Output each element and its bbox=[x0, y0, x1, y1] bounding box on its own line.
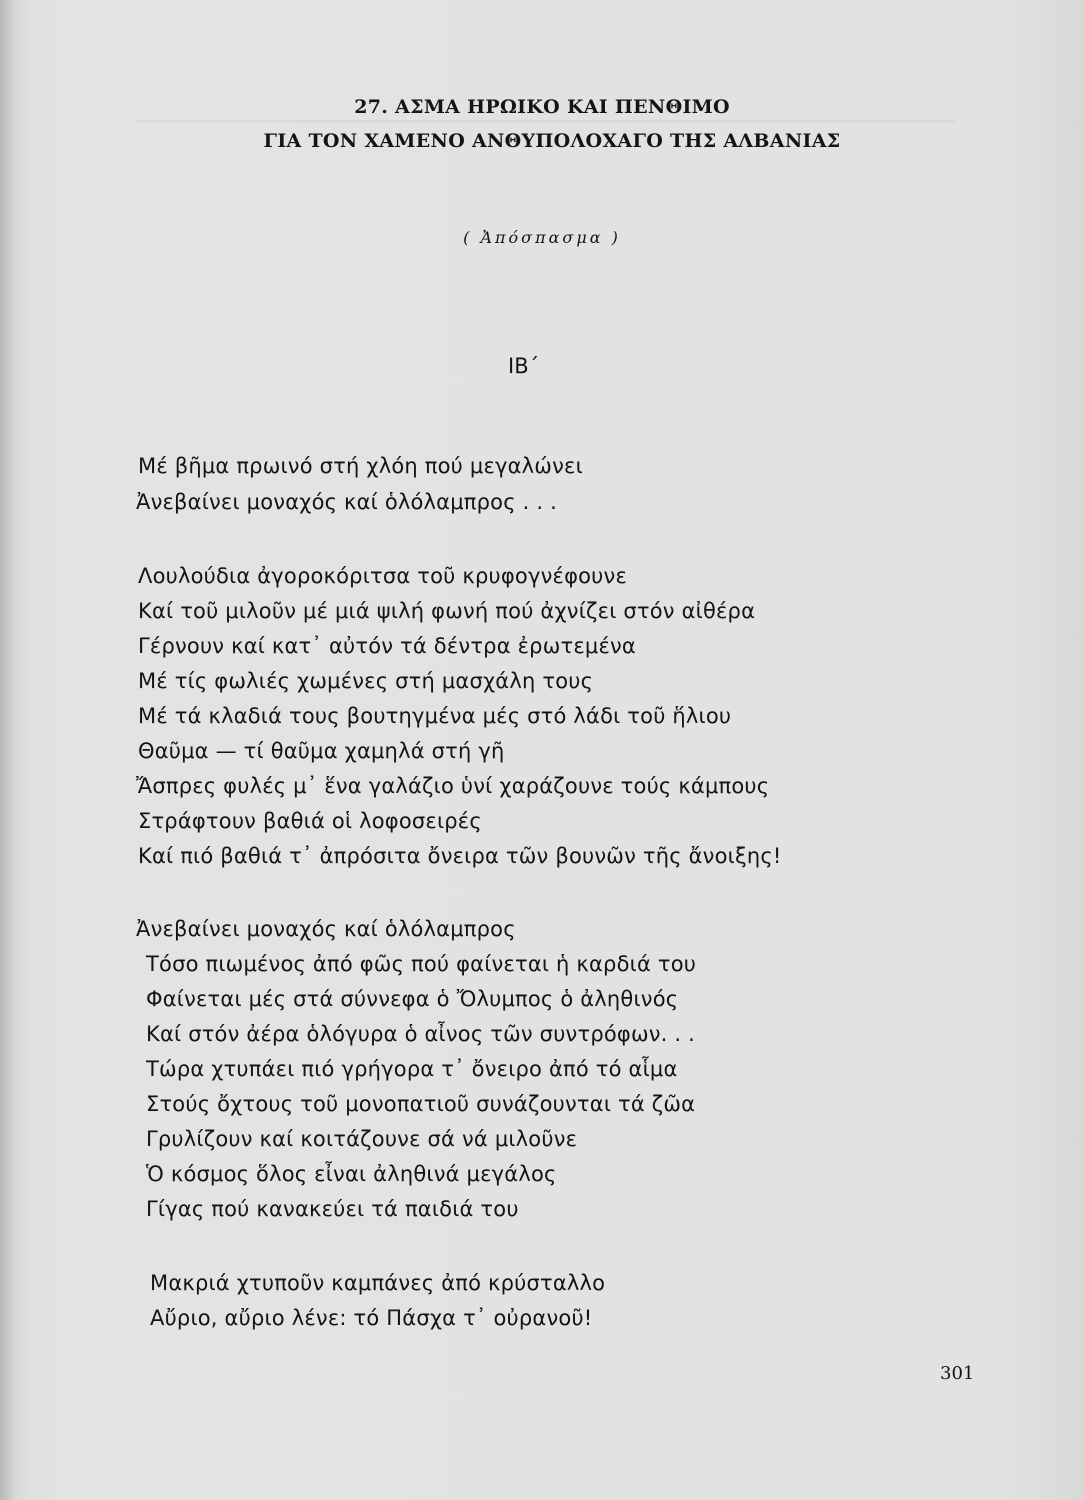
poem-line: Τόσο πιωμένος ἀπό φῶς πού φαίνεται ἡ καρδιά του bbox=[146, 952, 697, 976]
poem-line: Μέ βῆμα πρωινό στή χλόη πού μεγαλώνει bbox=[138, 454, 583, 478]
poem-line: Αὔριο, αὔριο λένε: τό Πάσχα τ᾿ οὐρανοῦ! bbox=[150, 1306, 593, 1330]
poem-line: Ἀνεβαίνει μοναχός καί ὁλόλαμπρος bbox=[136, 917, 516, 941]
poem-line: Μέ τίς φωλιές χωμένες στή μασχάλη τους bbox=[138, 669, 594, 693]
poem-line: Μακριά χτυποῦν καμπάνες ἀπό κρύσταλλο bbox=[150, 1271, 606, 1295]
poem-line: Ὁ κόσμος ὅλος εἶναι ἀληθινά μεγάλος bbox=[146, 1162, 557, 1186]
poem-line: Καί στόν ἀέρα ὁλόγυρα ὁ αἶνος τῶν συντρόφων. . . bbox=[146, 1022, 696, 1046]
page-number: 301 bbox=[940, 1363, 975, 1384]
poem-line: Στούς ὄχτους τοῦ μονοπατιοῦ συνάζουνται τά ζῶα bbox=[146, 1092, 696, 1116]
poem-subtitle: ( Ἀπόσπασμα ) bbox=[463, 228, 621, 247]
poem-line: Θαῦμα — τί θαῦμα χαμηλά στή γῆ bbox=[138, 739, 505, 763]
poem-line: Μέ τά κλαδιά τους βουτηγμένα μές στό λάδι τοῦ ἥλιου bbox=[138, 704, 732, 728]
poem-line: Ἄσπρες φυλές μ᾿ ἕνα γαλάζιο ὑνί χαράζουνε τούς κάμπους bbox=[136, 774, 770, 798]
poem-line: Γρυλίζουν καί κοιτάζουνε σά νά μιλοῦνε bbox=[146, 1127, 578, 1151]
poem-line: Τώρα χτυπάει πιό γρήγορα τ᾿ ὄνειρο ἀπό τό αἷμα bbox=[146, 1057, 678, 1081]
poem-line: Καί πιό βαθιά τ᾿ ἀπρόσιτα ὄνειρα τῶν βουνῶν τῆς ἄνοιξης! bbox=[138, 844, 782, 868]
poem-line: Ἀνεβαίνει μοναχός καί ὁλόλαμπρος . . . bbox=[136, 490, 557, 514]
poem-line: Λουλούδια ἀγοροκόριτσα τοῦ κρυφογνέφουνε bbox=[138, 564, 628, 588]
poem-line: Γέρνουν καί κατ᾿ αὐτόν τά δέντρα ἐρωτεμένα bbox=[138, 634, 636, 658]
bleed-through-texture bbox=[135, 120, 955, 123]
poem-line: Στράφτουν βαθιά οἱ λοφοσειρές bbox=[138, 809, 482, 833]
poem-line: Γίγας πού κανακεύει τά παιδιά του bbox=[146, 1197, 519, 1221]
poem-title-line-1: 27. ΑΣΜΑ ΗΡΩΙΚΟ ΚΑΙ ΠΕΝΘΙΜΟ bbox=[354, 96, 730, 118]
poem-title-line-2: ΓΙΑ ΤΟΝ ΧΑΜΕΝΟ ΑΝΘΥΠΟΛΟΧΑΓΟ ΤΗΣ ΑΛΒΑΝΙΑΣ bbox=[263, 130, 841, 152]
section-numeral: ΙΒ΄ bbox=[508, 354, 540, 378]
page-edge-shadow bbox=[0, 0, 14, 1500]
poem-line: Φαίνεται μές στά σύννεφα ὁ Ὄλυμπος ὁ ἀληθινός bbox=[146, 987, 679, 1011]
poem-line: Καί τοῦ μιλοῦν μέ μιά ψιλή φωνή πού ἀχνίζει στόν αἰθέρα bbox=[138, 599, 756, 623]
